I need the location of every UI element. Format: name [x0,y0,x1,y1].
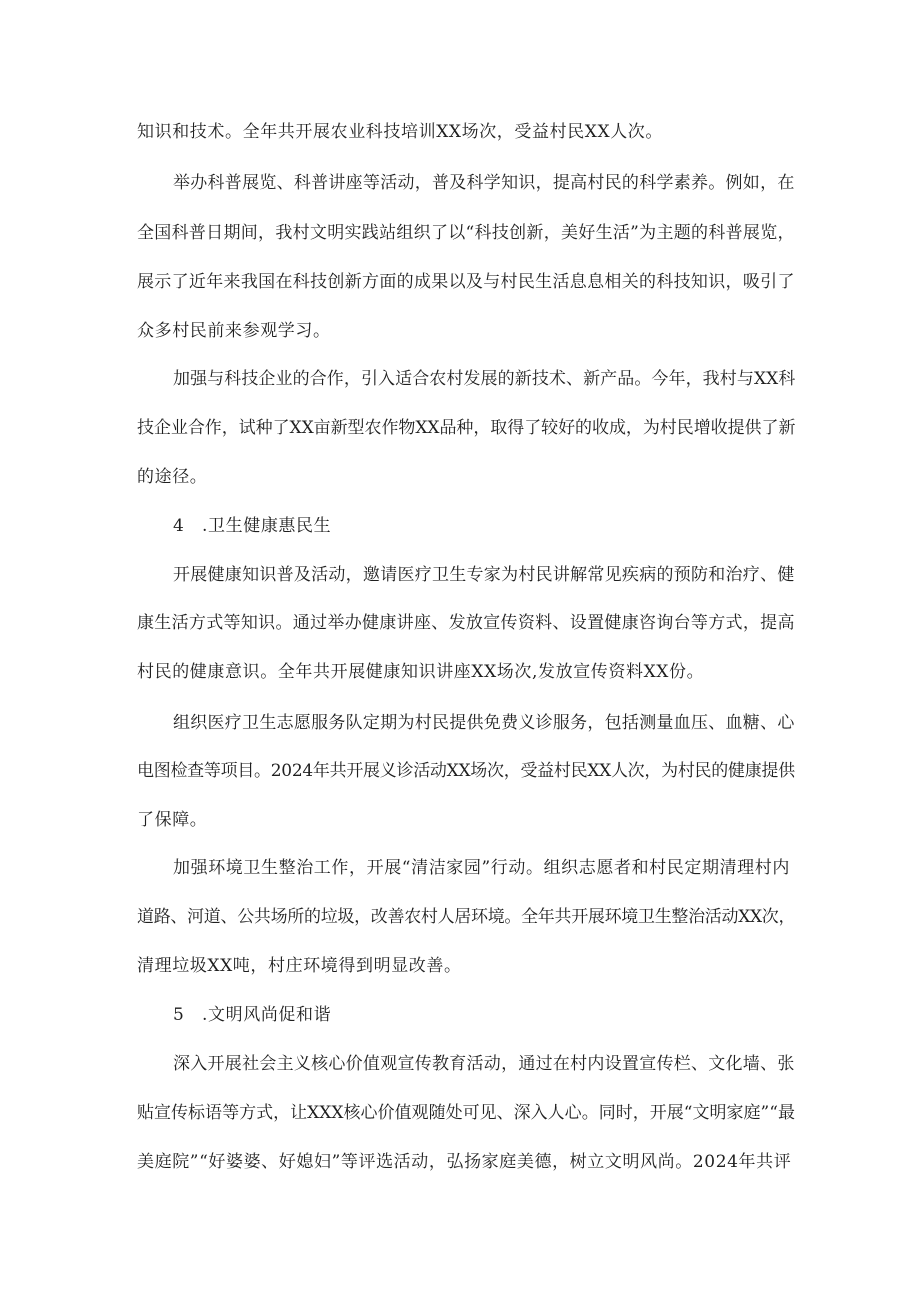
paragraph-line: 美庭院”“好婆婆、好媳妇”等评选活动，弘扬家庭美德，树立文明风尚。2024年共评 [137,1152,792,1172]
paragraph-line: 道路、河道、公共场所的垃圾，改善农村人居环境。全年共开展环境卫生整治活动XX次， [137,907,796,927]
paragraph-line: 加强环境卫生整治工作，开展“清洁家园”行动。组织志愿者和村民定期清理村内 [173,858,790,878]
section-heading: 5 .文明风尚促和谐 [173,1005,332,1025]
paragraph-line: 展示了近年来我国在科技创新方面的成果以及与村民生活息息相关的科技知识，吸引了 [137,272,795,292]
paragraph-line: 全国科普日期间，我村文明实践站组织了以“科技创新，美好生活”为主题的科普展览， [137,223,795,243]
paragraph-line: 知识和技术。全年共开展农业科技培训XX场次，受益村民XX人次。 [137,122,664,142]
paragraph-line: 组织医疗卫生志愿服务队定期为村民提供免费义诊服务，包括测量血压、血糖、心 [173,713,795,733]
paragraph-line: 深入开展社会主义核心价值观宣传教育活动，通过在村内设置宣传栏、文化墙、张 [173,1054,795,1074]
paragraph-line: 清理垃圾XX吨，村庄环境得到明显改善。 [137,956,462,976]
paragraph-line: 众多村民前来参观学习。 [137,321,331,341]
paragraph-line: 贴宣传标语等方式，让XXX核心价值观随处可见、深入人心。同时，开展“文明家庭”“最 [137,1103,795,1123]
paragraph-line: 了保障。 [137,810,208,830]
paragraph-line: 技企业合作，试种了XX亩新型农作物XX品种，取得了较好的收成，为村民增收提供了新 [137,418,796,438]
paragraph-line: 村民的健康意识。全年共开展健康知识讲座XX场次,发放宣传资料XX份。 [137,662,705,682]
paragraph-line: 加强与科技企业的合作，引入适合农村发展的新技术、新产品。今年，我村与XX科 [173,369,796,389]
paragraph-line: 举办科普展览、科普讲座等活动，普及科学知识，提高村民的科学素养。例如，在 [173,173,795,193]
paragraph-line: 开展健康知识普及活动，邀请医疗卫生专家为村民讲解常见疾病的预防和治疗、健 [173,565,795,585]
section-heading: 4 .卫生健康惠民生 [173,516,332,536]
paragraph-line: 电图检查等项目。2024年共开展义诊活动XX场次，受益村民XX人次，为村民的健康提供 [137,761,795,781]
paragraph-line: 康生活方式等知识。通过举办健康讲座、发放宣传资料、设置健康咨询台等方式，提高 [137,613,795,633]
paragraph-line: 的途径。 [137,467,208,487]
